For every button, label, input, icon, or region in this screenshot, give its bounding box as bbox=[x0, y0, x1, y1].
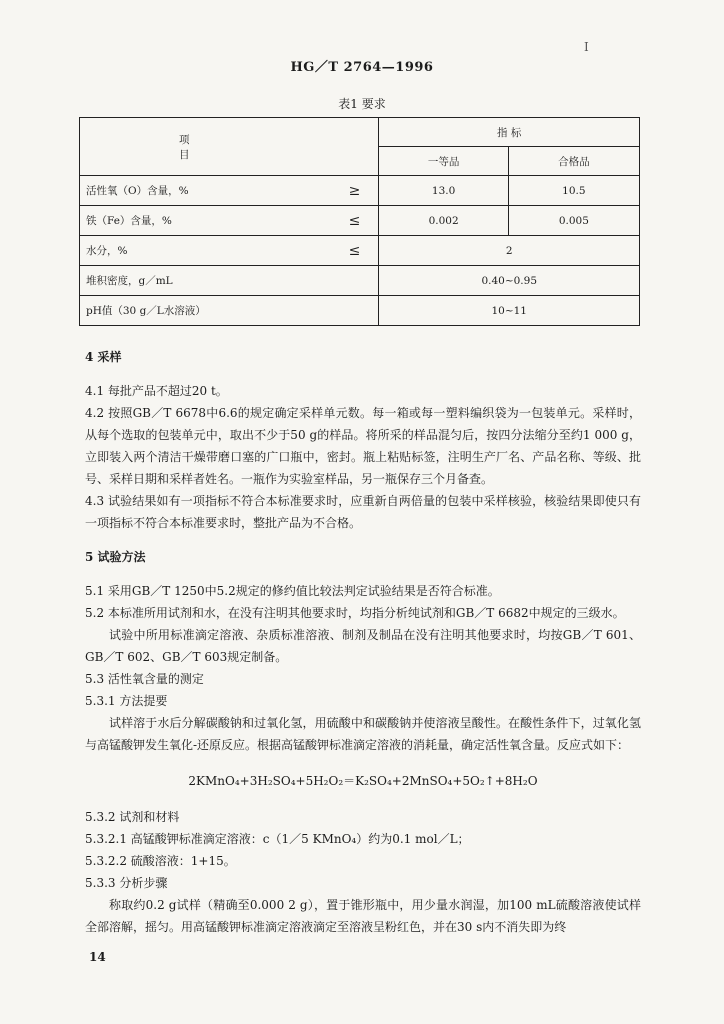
paragraph: 4.3 试验结果如有一项指标不符合本标准要求时，应重新自两倍量的包装中采样核验，核验结果即使只有一项指标不符合本标准要求时，整批产品为不合格。 bbox=[85, 494, 641, 530]
table-title: 表1 要求 bbox=[338, 97, 386, 111]
paragraph: 试验中所用标准滴定溶液、杂质标准溶液、制剂及制品在没有注明其他要求时，均按GB／T 601、GB／T 602、GB／T 603规定制备。 bbox=[85, 628, 641, 664]
standard-number-header: HG／T 2764—1996 bbox=[290, 60, 434, 75]
table-row: 活性氧（O）含量，% ≥ 13.0 10.5 bbox=[80, 176, 640, 206]
subsection-heading: 5.3 活性氧含量的测定 bbox=[85, 672, 204, 686]
body-text bbox=[85, 346, 641, 938]
paragraph: 5.3.2.1 高锰酸钾标准滴定溶液：c（1／5 KMnO₄）约为0.1 mol／L； bbox=[85, 832, 470, 846]
paragraph: 5.3.2.2 硫酸溶液：1+15。 bbox=[85, 854, 236, 868]
corner-mark: I bbox=[584, 40, 589, 54]
requirements-table bbox=[79, 117, 640, 326]
section-heading: 5 试验方法 bbox=[85, 550, 146, 564]
paragraph: 5.2 本标准所用试剂和水，在没有注明其他要求时，均指分析纯试剂和GB／T 6682中规定的三级水。 bbox=[85, 606, 625, 620]
table-row: 铁（Fe）含量，% ≤ 0.002 0.005 bbox=[80, 206, 640, 236]
reaction-equation: 2KMnO₄+3H₂SO₄+5H₂O₂＝K₂SO₄+2MnSO₄+5O₂↑+8H₂O bbox=[188, 774, 538, 788]
paragraph: 4.2 按照GB／T 6678中6.6的规定确定采样单元数。每一箱或每一塑料编织袋为一包装单元。采样时，从每个选取的包装单元中，取出不少于50 g的样品。将所采的样品混匀后，按四分法缩分至约1 000 g，立即装入两个清洁干燥带磨口塞的广口瓶中，密封。瓶上粘贴标签，注明生产厂名、产品名称、等级、批号、采样日期和采样者姓名。一瓶作为实验室样品，另一瓶保存三个月备查。 bbox=[85, 406, 641, 486]
paragraph: 4.1 每批产品不超过20 t。 bbox=[85, 384, 228, 398]
paragraph: 5.1 采用GB／T 1250中5.2规定的修约值比较法判定试验结果是否符合标准。 bbox=[85, 584, 500, 598]
subsection-heading: 5.3.3 分析步骤 bbox=[85, 876, 168, 890]
paragraph: 称取约0.2 g试样（精确至0.000 2 g），置于锥形瓶中，用少量水润湿，加100 mL硫酸溶液使试样全部溶解，摇匀。用高锰酸钾标准滴定溶液滴定至溶液呈粉红色，并在30 s内不消失即为终 bbox=[85, 898, 641, 934]
section-heading: 4 采样 bbox=[85, 350, 122, 364]
table-row: 水分，% ≤ 2 bbox=[80, 236, 640, 266]
subsection-heading: 5.3.1 方法提要 bbox=[85, 694, 168, 708]
table-row: pH值（30 g／L水溶液） 10~11 bbox=[80, 296, 640, 326]
page-number: 14 bbox=[89, 950, 106, 964]
col-header-grade2: 合格品 bbox=[508, 147, 639, 176]
col-header-item: 项 目 bbox=[80, 118, 379, 176]
subsection-heading: 5.3.2 试剂和材料 bbox=[85, 810, 180, 824]
col-header-grade1: 一等品 bbox=[379, 147, 508, 176]
table-row: 堆积密度，g／mL 0.40~0.95 bbox=[80, 266, 640, 296]
paragraph: 试样溶于水后分解碳酸钠和过氧化氢，用硫酸中和碳酸钠并使溶液呈酸性。在酸性条件下，过氧化氢与高锰酸钾发生氧化-还原反应。根据高锰酸钾标准滴定溶液的消耗量，确定活性氧含量。反应式如下： bbox=[85, 716, 641, 752]
col-header-index: 指 标 bbox=[379, 118, 640, 147]
